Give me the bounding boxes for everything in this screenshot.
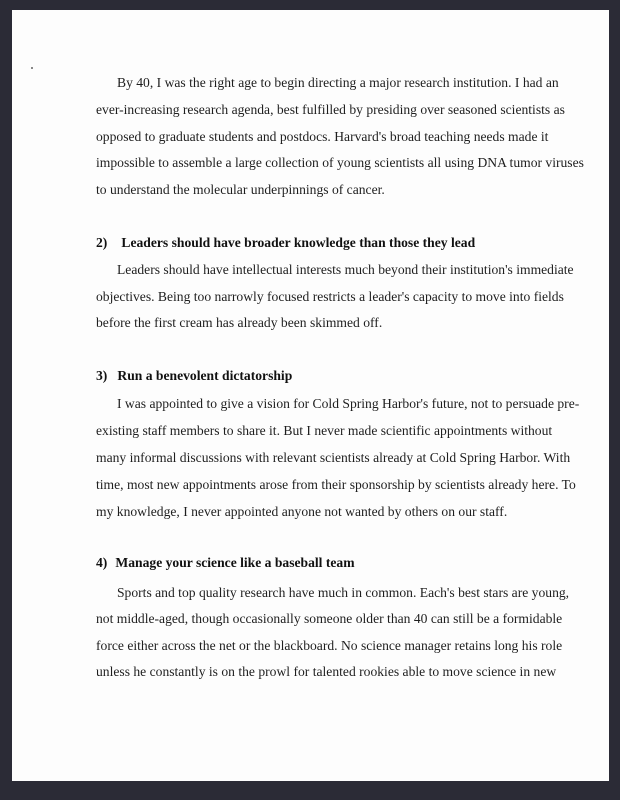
section-4-line: Sports and top quality research have much in common. Each's best stars are young, <box>117 585 570 600</box>
section-3-line: I was appointed to give a vision for Cold Spring Harbor's future, not to persuade pre- <box>117 396 580 411</box>
scan-speck <box>31 67 33 69</box>
section-2-heading <box>96 235 475 251</box>
section-number: 2) <box>96 235 108 250</box>
section-3-line: time, most new appointments arose from their sponsorship by scientists already here. To <box>96 477 576 492</box>
section-3-heading <box>96 368 292 384</box>
section-4-line: not middle-aged, though occasionally someone older than 40 can still be a formidable <box>96 611 563 626</box>
section-4-heading <box>96 555 355 571</box>
section-4-line: force either across the net or the blackboard. No science manager retains long his role <box>96 638 563 653</box>
section-title: Run a benevolent dictatorship <box>117 368 293 383</box>
section-number: 3) <box>96 368 108 383</box>
section-3-line: existing staff members to share it. But I never made scientific appointments without <box>96 423 553 438</box>
section-number: 4) <box>96 555 108 570</box>
section-3-line: many informal discussions with relevant scientists already at Cold Spring Harbor. With <box>96 450 571 465</box>
section-title: Manage your science like a baseball team <box>115 555 355 570</box>
paragraph-1-line: ever-increasing research agenda, best fulfilled by presiding over seasoned scientists as <box>96 102 565 117</box>
section-2-line: Leaders should have intellectual interests much beyond their institution's immediate <box>117 262 574 277</box>
paragraph-1-line: By 40, I was the right age to begin directing a major research institution. I had an <box>117 75 559 90</box>
section-2-line: objectives. Being too narrowly focused restricts a leader's capacity to move into fields <box>96 289 564 304</box>
paragraph-1-line: impossible to assemble a large collection of young scientists all using DNA tumor viruses <box>96 155 584 170</box>
section-3-line: my knowledge, I never appointed anyone not wanted by others on our staff. <box>96 504 508 519</box>
section-4-line: unless he constantly is on the prowl for talented rookies able to move science in new <box>96 664 557 679</box>
paragraph-1-line: opposed to graduate students and postdocs. Harvard's broad teaching needs made it <box>96 129 549 144</box>
paragraph-1-line: to understand the molecular underpinnings of cancer. <box>96 182 385 197</box>
section-2-line: before the first cream has already been skimmed off. <box>96 315 383 330</box>
section-title: Leaders should have broader knowledge than those they lead <box>121 235 476 250</box>
